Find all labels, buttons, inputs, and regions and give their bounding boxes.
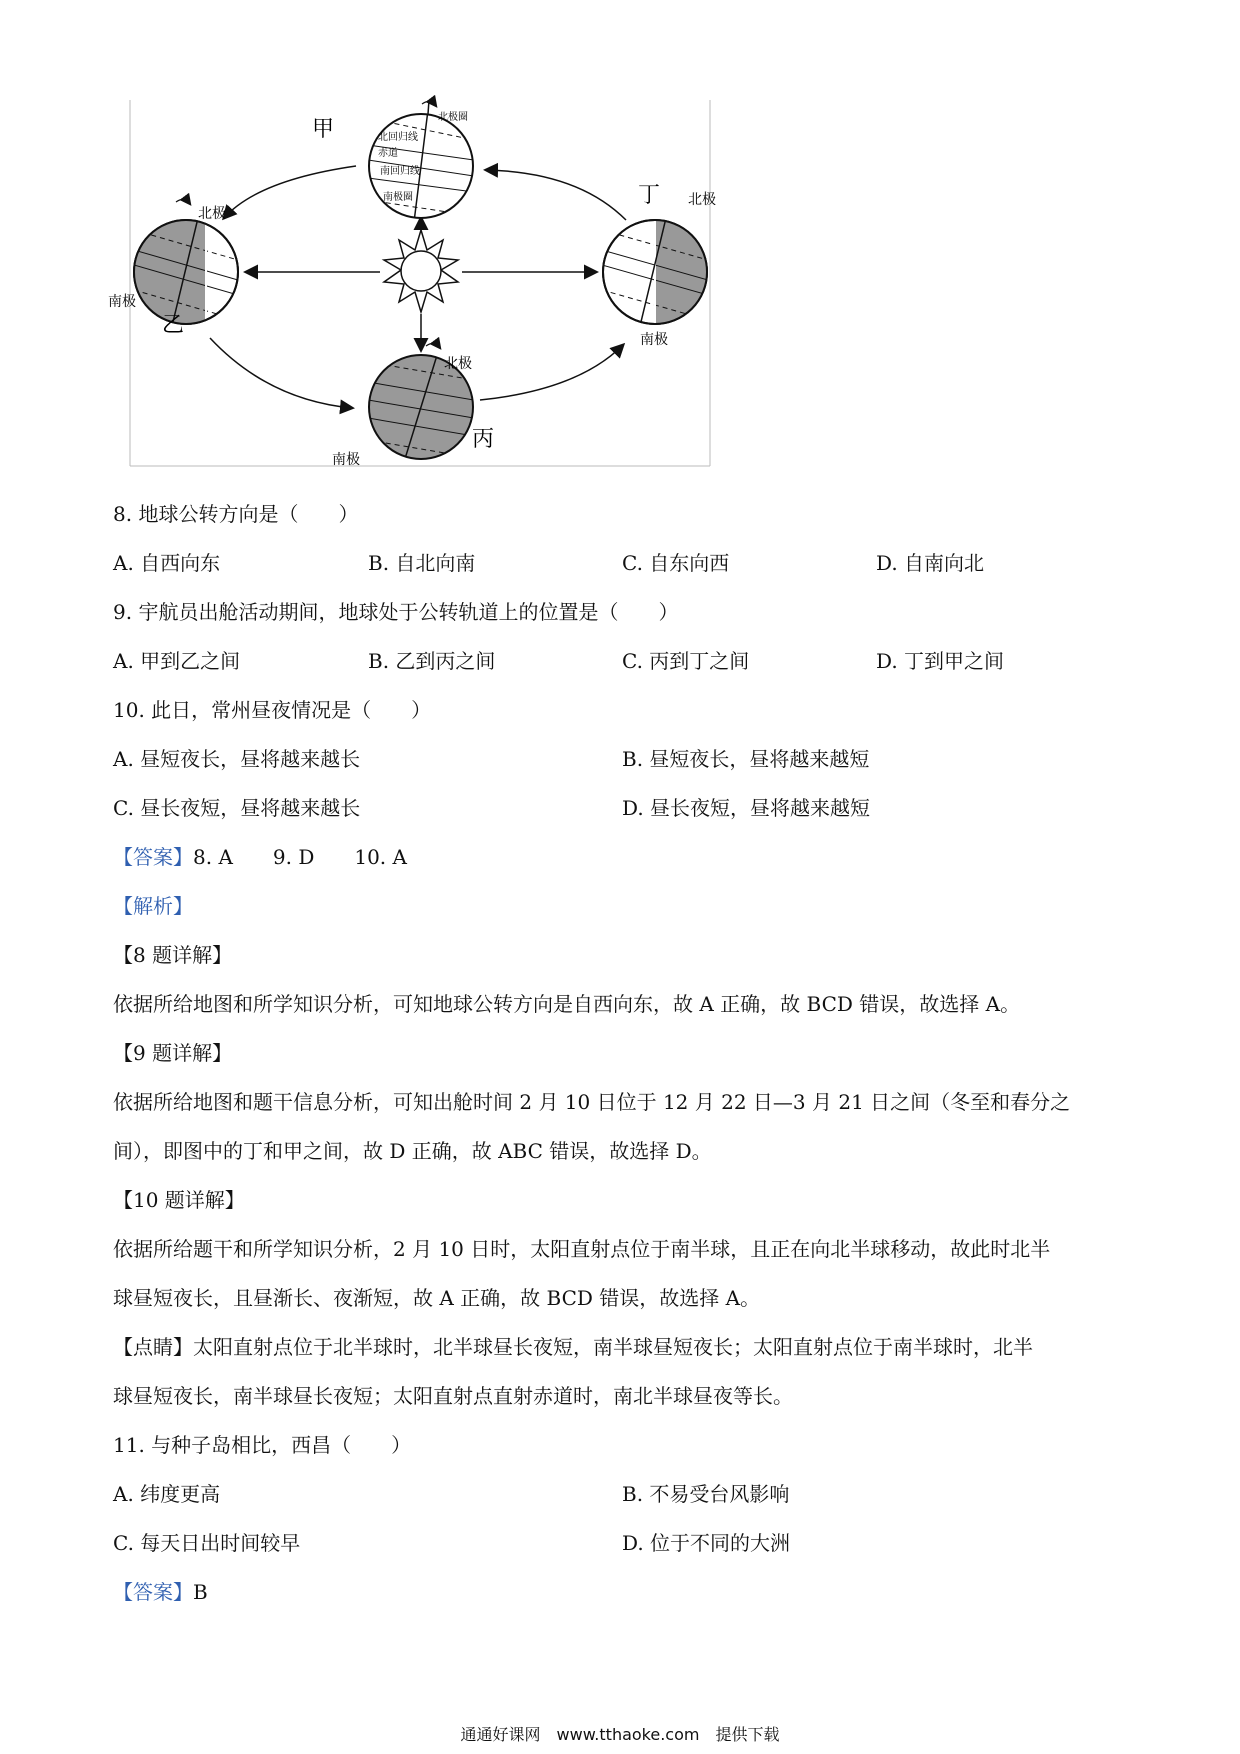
- globe-jia: [368, 100, 474, 222]
- answer-line: [113, 841, 407, 870]
- tip-tag: 【点睛】: [113, 1335, 193, 1359]
- page-footer: 通通好课网 www.tthaoke.com 提供下载: [460, 1725, 780, 1744]
- q9-stem: 9. 宇航员出舱活动期间，地球处于公转轨道上的位置是（ ）: [113, 600, 679, 624]
- earth-orbit-diagram: [108, 100, 716, 470]
- svg-text:南极: 南极: [108, 294, 136, 310]
- svg-text:北极: 北极: [444, 356, 472, 372]
- detail-8-title: 【8 题详解】: [113, 943, 233, 967]
- svg-text:北极: 北极: [198, 206, 226, 222]
- q8-option-d: D. 自南向北: [876, 551, 985, 575]
- detail-10-body-line2: 球昼短夜长，且昼渐长、夜渐短，故 A 正确，故 BCD 错误，故选择 A。: [113, 1286, 761, 1310]
- globe-bing: [332, 343, 474, 468]
- analysis-tag: 【解析】: [113, 894, 193, 918]
- label-bing: 丙: [472, 427, 495, 452]
- label-ding: 丁: [638, 183, 661, 208]
- sun-icon: [384, 230, 458, 312]
- q10-stem: 10. 此日，常州昼夜情况是（ ）: [113, 698, 432, 722]
- svg-text:南极: 南极: [332, 452, 360, 468]
- svg-text:北极: 北极: [688, 192, 716, 208]
- q9-option-a: A. 甲到乙之间: [113, 649, 241, 673]
- orbit-arc-ding-jia: [486, 170, 626, 220]
- q10-option-c: C. 昼长夜短，昼将越来越长: [113, 796, 361, 820]
- orbit-arc-yi-bing: [210, 338, 352, 408]
- q11-stem: 11. 与种子岛相比，西昌（ ）: [113, 1433, 412, 1457]
- globe-ding: [602, 191, 716, 348]
- tip-body-line2: 球昼短夜长，南半球昼长夜短；太阳直射点直射赤道时，南北半球昼夜等长。: [113, 1384, 793, 1408]
- q10-option-a: A. 昼短夜长，昼将越来越长: [113, 747, 361, 771]
- tip-line1: [113, 1331, 1033, 1360]
- q8-option-b: B. 自北向南: [368, 551, 476, 575]
- svg-text:南极圈: 南极圈: [383, 192, 413, 203]
- q11-option-d: D. 位于不同的大洲: [622, 1531, 791, 1555]
- q8-option-a: A. 自西向东: [113, 551, 221, 575]
- svg-text:北极圈: 北极圈: [438, 112, 468, 123]
- answer2-text: B: [193, 1580, 208, 1604]
- svg-text:南极: 南极: [640, 332, 668, 348]
- q9-option-d: D. 丁到甲之间: [876, 649, 1005, 673]
- answer-tag: 【答案】: [113, 845, 193, 869]
- q9-option-b: B. 乙到丙之间: [368, 649, 496, 673]
- label-yi: 乙: [162, 313, 185, 338]
- detail-9-body-line1: 依据所给地图和题干信息分析，可知出舱时间 2 月 10 日位于 12 月 22 日—3 月 21 日之间（冬至和春分之: [113, 1090, 1071, 1114]
- detail-9-body-line2: 间），即图中的丁和甲之间，故 D 正确，故 ABC 错误，故选择 D。: [113, 1139, 712, 1163]
- label-jia: 甲: [312, 117, 335, 142]
- detail-10-body-line1: 依据所给题干和所学知识分析，2 月 10 日时，太阳直射点位于南半球，且正在向北半球移动，故此时北半: [113, 1237, 1051, 1261]
- answer-text: 8. A 9. D 10. A: [193, 845, 407, 869]
- svg-text:赤道: 赤道: [378, 148, 398, 159]
- svg-text:北回归线: 北回归线: [378, 132, 418, 143]
- q8-option-c: C. 自东向西: [622, 551, 730, 575]
- answer2-tag: 【答案】: [113, 1580, 193, 1604]
- q11-option-a: A. 纬度更高: [113, 1482, 221, 1506]
- detail-9-title: 【9 题详解】: [113, 1041, 233, 1065]
- svg-text:南回归线: 南回归线: [380, 166, 420, 177]
- answer2-line: [113, 1576, 208, 1605]
- q11-option-b: B. 不易受台风影响: [622, 1482, 790, 1506]
- q10-option-d: D. 昼长夜短，昼将越来越短: [622, 796, 871, 820]
- orbit-arc-bing-ding: [480, 345, 623, 400]
- q11-option-c: C. 每天日出时间较早: [113, 1531, 301, 1555]
- q9-option-c: C. 丙到丁之间: [622, 649, 750, 673]
- tip-body-line1: 太阳直射点位于北半球时，北半球昼长夜短，南半球昼短夜长；太阳直射点位于南半球时，北半: [193, 1335, 1033, 1359]
- orbit-arc-jia-yi: [224, 166, 356, 218]
- detail-8-body: 依据所给地图和所学知识分析，可知地球公转方向是自西向东，故 A 正确，故 BCD 错误，故选择 A。: [113, 992, 1021, 1016]
- detail-10-title: 【10 题详解】: [113, 1188, 245, 1212]
- globe-yi: [108, 199, 238, 330]
- q10-option-b: B. 昼短夜长，昼将越来越短: [622, 747, 870, 771]
- q8-stem: 8. 地球公转方向是（ ）: [113, 502, 359, 526]
